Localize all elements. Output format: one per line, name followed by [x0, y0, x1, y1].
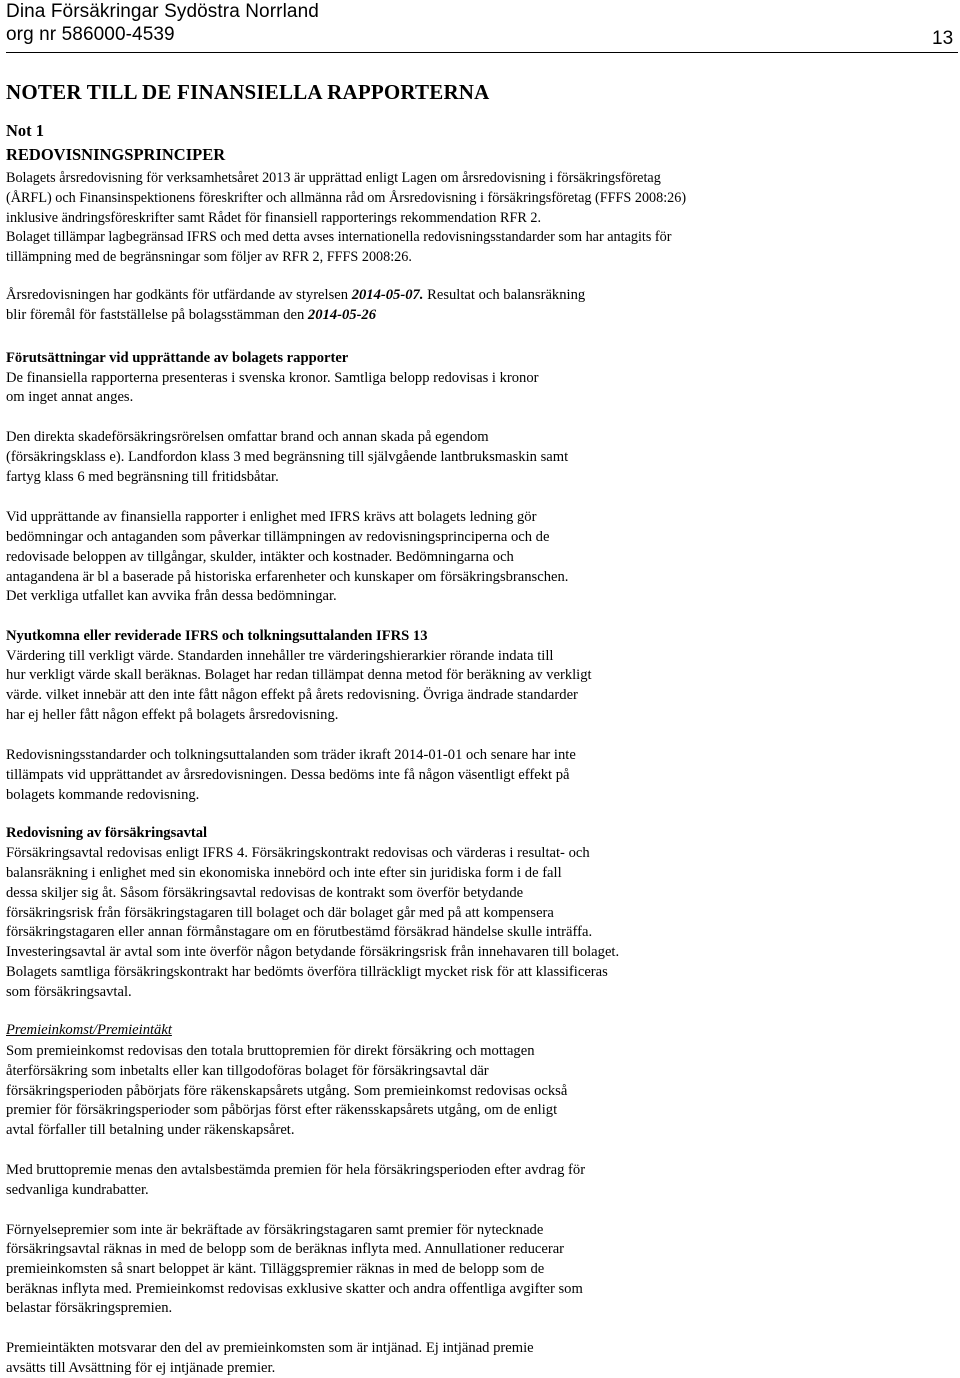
paragraph-line: tillämpats vid upprättandet av årsredovisningen. Dessa bedöms inte få någon väsentligt effekt på: [6, 767, 570, 783]
paragraph-line: Investeringsavtal är avtal som inte överför någon betydande försäkringsrisk från innehavaren till bolaget.: [6, 944, 620, 960]
paragraph-line: bedömningar och antaganden som påverkar tillämpningen av redovisningsprinciperna och de: [6, 529, 550, 545]
paragraph-line: Som premieinkomst redovisas den totala bruttopremien för direkt försäkring och mottagen: [6, 1043, 535, 1059]
paragraph-line: beräknas inflyta med. Premieinkomst redovisas exklusive skatter och andra offentliga avgifter som: [6, 1281, 583, 1297]
section-heading: Förutsättningar vid upprättande av bolagets rapporter: [6, 350, 349, 366]
note-number: Not 1: [6, 121, 45, 140]
note-intro-line: Bolagets årsredovisning för verksamhetsåret 2013 är upprättad enligt Lagen om årsredovisning i försäkringsföretag: [6, 170, 661, 186]
approval-text: blir föremål för fastställelse på bolagsstämman den: [6, 307, 308, 323]
paragraph-line: De finansiella rapporterna presenteras i svenska kronor. Samtliga belopp redovisas i kronor: [6, 370, 539, 386]
note-heading: REDOVISNINGSPRINCIPER: [6, 145, 226, 164]
paragraph-line: värde. vilket innebär att den inte fått någon effekt på årets redovisning. Övriga ändrade standarder: [6, 687, 578, 703]
note-intro-line: tillämpning med de begränsningar som följer av RFR 2, FFFS 2008:26.: [6, 249, 412, 265]
paragraph-line: Det verkliga utfallet kan avvika från dessa bedömningar.: [6, 588, 337, 604]
paragraph-line: bolagets kommande redovisning.: [6, 787, 200, 803]
paragraph-line: Den direkta skadeförsäkringsrörelsen omfattar brand och annan skada på egendom: [6, 429, 489, 445]
paragraph-line: belastar försäkringspremien.: [6, 1300, 173, 1316]
paragraph-line: (försäkringsklass e). Landfordon klass 3 med begränsning till självgående lantbruksmaskin samt: [6, 449, 569, 465]
paragraph-line: antagandena är bl a baserade på historiska erfarenheter och kunskaper om försäkringsbranschen.: [6, 569, 569, 585]
header-divider: [6, 52, 958, 53]
paragraph-line: Premieintäkten motsvarar den del av premieinkomsten som är intjänad. Ej intjänad premie: [6, 1340, 534, 1356]
paragraph-line: balansräkning i enlighet med sin ekonomiska innebörd och inte efter sin juridiska form i de fall: [6, 865, 562, 881]
paragraph-line: försäkringstagaren eller annan förmånstagare om en förutbestämd försäkrad händelse skulle inträffa.: [6, 924, 593, 940]
paragraph-line: Värdering till verkligt värde. Standarden innehåller tre värderingshierarkier rörande indata till: [6, 648, 554, 664]
approval-line: [6, 286, 585, 304]
approval-board-date: 2014-05-07.: [351, 287, 424, 303]
paragraph-line: försäkringsperioden påbörjats före räkenskapsårets utgång. Som premieinkomst redovisas också: [6, 1083, 568, 1099]
note-intro-line: (ÅRFL) och Finansinspektionens föreskrifter och allmänna råd om Årsredovisning i försäkringsföretag (FFFS 2008:26): [6, 190, 687, 206]
paragraph-line: fartyg klass 6 med begränsning till fritidsbåtar.: [6, 469, 279, 485]
paragraph-line: Redovisningsstandarder och tolkningsuttalanden som träder ikraft 2014-01-01 och senare har inte: [6, 747, 576, 763]
paragraph-line: premier för försäkringsperioder som påbörjas först efter räkensskapsårets utgång, om de enligt: [6, 1102, 558, 1118]
paragraph-line: hur verkligt värde skall beräknas. Bolaget har redan tillämpat denna metod för beräkning av verkligt: [6, 667, 592, 683]
paragraph-line: sedvanliga kundrabatter.: [6, 1182, 149, 1198]
org-number: org nr 586000-4539: [6, 24, 175, 45]
page-number: 13: [932, 28, 954, 49]
approval-text: Årsredovisningen har godkänts för utfärdande av styrelsen: [6, 287, 352, 303]
paragraph-line: avsätts till Avsättning för ej intjänade premier.: [6, 1360, 276, 1376]
paragraph-line: försäkringsavtal räknas in med de belopp som de beräknas inflyta med. Annullationer reducerar: [6, 1241, 565, 1257]
paragraph-line: redovisade beloppen av tillgångar, skulder, intäkter och kostnader. Bedömningarna och: [6, 549, 514, 565]
approval-text: Resultat och balansräkning: [423, 287, 586, 303]
paragraph-line: har ej heller fått någon effekt på bolagets årsredovisning.: [6, 707, 339, 723]
company-name: Dina Försäkringar Sydöstra Norrland: [6, 1, 319, 22]
section-heading: Redovisning av försäkringsavtal: [6, 825, 208, 841]
paragraph-line: försäkringsrisk från försäkringstagaren till bolaget och där bolaget går med på att kompensera: [6, 905, 554, 921]
page-title: NOTER TILL DE FINANSIELLA RAPPORTERNA: [6, 80, 490, 104]
approval-agm-date: 2014-05-26: [307, 307, 377, 323]
section-heading: Nyutkomna eller reviderade IFRS och tolkningsuttalanden IFRS 13: [6, 628, 428, 644]
paragraph-line: Förnyelsepremier som inte är bekräftade av försäkringstagaren samt premier för nytecknade: [6, 1222, 544, 1238]
paragraph-line: avtal förfaller till betalning under räkenskapsåret.: [6, 1122, 295, 1138]
paragraph-line: Vid upprättande av finansiella rapporter i enlighet med IFRS krävs att bolagets ledning gör: [6, 509, 537, 525]
paragraph-line: Med bruttopremie menas den avtalsbestämda premien för hela försäkringsperioden efter avdrag för: [6, 1162, 586, 1178]
paragraph-line: premieinkomsten så snart beloppet är känt. Tilläggspremier räknas in med de belopp som de: [6, 1261, 545, 1277]
paragraph-line: återförsäkring som inbetalts eller kan tillgodoföras bolaget för försäkringsavtal där: [6, 1063, 489, 1079]
paragraph-line: Bolagets samtliga försäkringskontrakt har bedömts överföra tillräckligt mycket risk för att klassificeras: [6, 964, 608, 980]
approval-line: [6, 306, 376, 324]
paragraph-line: dessa skiljer sig åt. Såsom försäkringsavtal redovisas de kontrakt som överför betydande: [6, 885, 524, 901]
paragraph-line: Försäkringsavtal redovisas enligt IFRS 4. Försäkringskontrakt redovisas och värderas i resultat- och: [6, 845, 590, 861]
note-intro-line: Bolaget tillämpar lagbegränsad IFRS och med detta avses internationella redovisningsstandarder som har antagits för: [6, 229, 672, 245]
note-intro-line: inklusive ändringsföreskrifter samt Rådet för finansiell rapporterings rekommendation RFR 2.: [6, 210, 542, 226]
section-subheading: Premieinkomst/Premieintäkt: [6, 1022, 172, 1038]
paragraph-line: som försäkringsavtal.: [6, 984, 132, 1000]
paragraph-line: om inget annat anges.: [6, 389, 134, 405]
